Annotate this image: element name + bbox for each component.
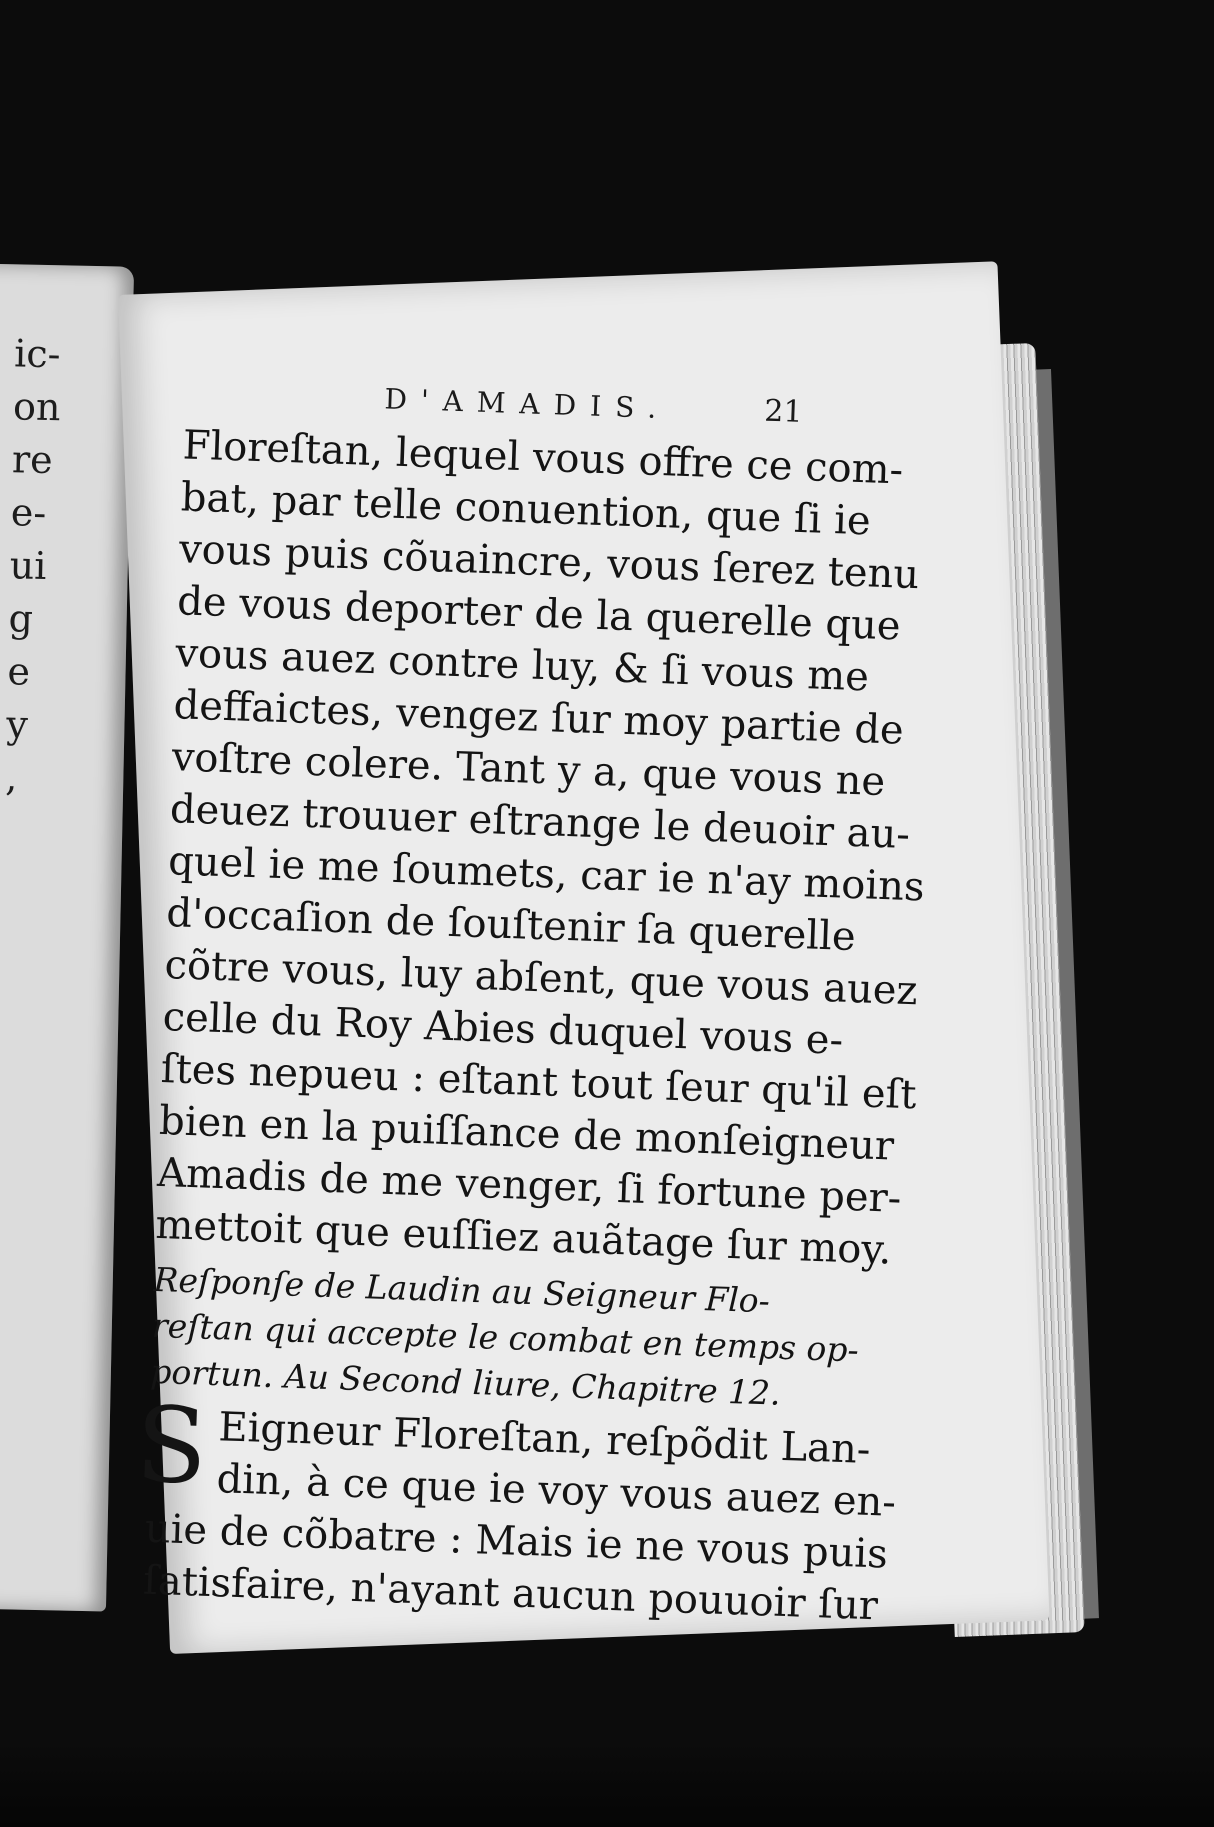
body-line: mettoit que euſſiez auãtage ſur moy.	[154, 1201, 893, 1274]
left-page-fragment: e-	[10, 490, 47, 536]
body-line: de vous deporter de la querelle que	[176, 578, 902, 650]
body-line: bien en la puiſſance de monſeigneur	[158, 1097, 895, 1170]
body-line: cõtre vous, luy abſent, que vous auez	[163, 942, 919, 1015]
body-line: bat, par telle conuention, que ſi ie	[180, 474, 872, 545]
scan-background	[0, 1740, 1214, 1827]
body-line: d'occaſion de ſouſtenir ſa querelle	[165, 890, 857, 961]
chapter-caption-line: reſtan qui accepte le combat en temps op-	[151, 1305, 860, 1370]
left-page-fragment: g	[8, 596, 34, 641]
body-line: deuez trouuer eſtrange le deuoir au-	[169, 786, 911, 858]
section-line: ſatisfaire, n'ayant aucun pouuoir ſur	[142, 1557, 879, 1630]
body-line: Floreſtan, lequel vous offre ce com-	[181, 422, 904, 494]
body-line: Amadis de me venger, ſi fortune per-	[156, 1149, 903, 1222]
section-line: din, à ce que ie voy vous auez en-	[215, 1456, 897, 1526]
running-head: D'AMADIS.	[383, 382, 671, 426]
body-line: vous auez contre luy, & ſi vous me	[174, 630, 870, 701]
left-page-fragment: re	[11, 437, 54, 483]
body-line: quel ie me ſoumets, car ie n'ay moins	[167, 838, 926, 911]
page-number: 21	[763, 393, 804, 430]
left-page-fragment: ic-	[13, 331, 61, 377]
left-page-fragment: e	[7, 649, 31, 694]
chapter-caption-line: Reſponſe de Laudin au Seigneur Flo-	[152, 1259, 771, 1321]
right-page	[118, 261, 1050, 1654]
drop-cap: S	[133, 1383, 210, 1508]
left-page-fragment: on	[12, 384, 61, 430]
body-line: vous puis cõuaincre, vous ſerez tenu	[178, 526, 920, 599]
page-text-block	[71, 295, 998, 1685]
section-line: Eigneur Floreſtan, reſpõdit Lan-	[217, 1404, 872, 1473]
section-line: uie de cõbatre : Mais ie ne vous puis	[144, 1505, 889, 1578]
body-line: deffaictes, vengez ſur moy partie de	[172, 682, 905, 754]
body-line: ſtes nepueu : eſtant tout ſeur qu'il eſt	[160, 1045, 918, 1119]
left-page-fragment: ui	[9, 543, 47, 589]
left-page-fragment: y	[5, 702, 29, 747]
body-line: voſtre colere. Tant y a, que vous ne	[171, 734, 886, 806]
body-line: celle du Roy Abies duquel vous e-	[162, 994, 844, 1064]
chapter-caption-line: portun. Au Second liure, Chapitre 12.	[149, 1351, 782, 1413]
left-page-fragment: ,	[4, 755, 18, 800]
